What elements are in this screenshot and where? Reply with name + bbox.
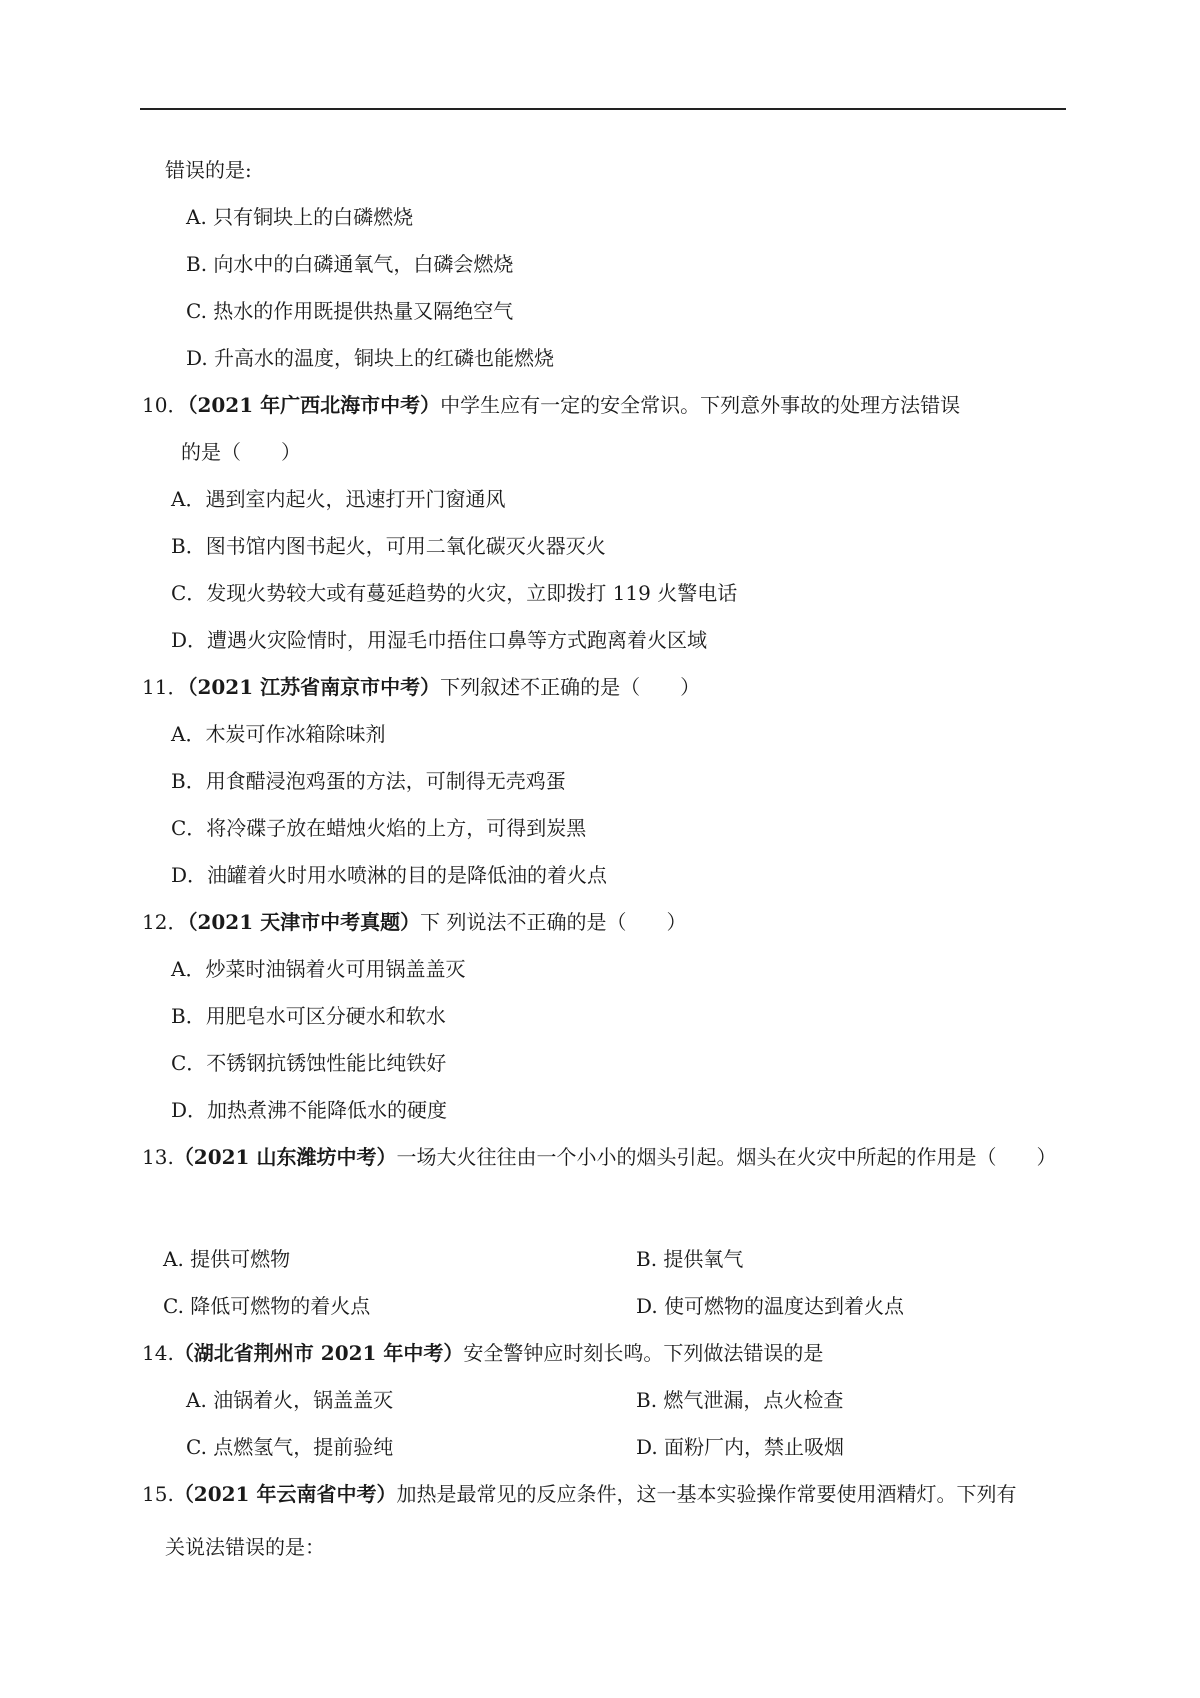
q10-source: （2021 年广西北海市中考） [187,393,441,417]
q13-option-c: C. 降低可燃物的着火点 [163,1294,371,1318]
q11-source: （2021 江苏省南京市中考） [187,675,441,699]
q10-stem-text: 中学生应有一定的安全常识。下列意外事故的处理方法错误 [440,393,961,417]
q14-source: （湖北省荆州市 2021 年中考） [173,1341,464,1365]
q12-option-b: B．用肥皂水可区分硬水和软水 [171,1004,446,1028]
q14-stem [142,1339,823,1367]
q13-number: 13. [142,1145,174,1169]
q13-option-d: D. 使可燃物的温度达到着火点 [636,1294,905,1318]
q9-stem-continuation: 错误的是: [165,158,252,182]
q15-stem-text: 加热是最常见的反应条件，这一基本实验操作常要使用酒精灯。下列有 [396,1482,1017,1506]
q12-stem-text: 下 列说法不正确的是（ ） [420,910,687,934]
q10-option-a: A．遇到室内起火，迅速打开门窗通风 [171,487,506,511]
q10-stem-continuation: 的是（ ） [181,440,301,464]
q9-option-b: B. 向水中的白磷通氧气，白磷会燃烧 [186,252,514,276]
q11-stem [142,673,700,701]
q10-option-b: B．图书馆内图书起火，可用二氧化碳灭火器灭火 [171,534,606,558]
q14-stem-text: 安全警钟应时刻长鸣。下列做法错误的是 [463,1341,824,1365]
q11-option-b: B．用食醋浸泡鸡蛋的方法，可制得无壳鸡蛋 [171,769,566,793]
q9-option-c: C. 热水的作用既提供热量又隔绝空气 [186,299,514,323]
q14-option-a: A. 油锅着火，锅盖盖灭 [186,1388,394,1412]
q15-stem [142,1480,1016,1508]
q12-option-c: C．不锈钢抗锈蚀性能比纯铁好 [171,1051,447,1075]
q14-option-b: B. 燃气泄漏，点火检查 [636,1388,844,1412]
q13-option-b: B. 提供氧气 [636,1247,744,1271]
q13-stem-text: 一场大火往往由一个小小的烟头引起。烟头在火灾中所起的作用是（ ） [396,1145,1057,1169]
q15-stem-continuation: 关说法错误的是： [165,1535,325,1559]
q15-number: 15. [142,1482,174,1506]
q11-stem-text: 下列叙述不正确的是（ ） [440,675,701,699]
header-rule [140,108,1066,110]
q10-option-d: D．遭遇火灾险情时，用湿毛巾捂住口鼻等方式跑离着火区域 [171,628,708,652]
q12-number: 12． [142,910,188,934]
q10-option-c: C．发现火势较大或有蔓延趋势的火灾，立即拨打 119 火警电话 [171,581,738,605]
q12-source: （2021 天津市中考真题） [187,910,421,934]
q12-stem [142,908,686,936]
q14-number: 14. [142,1341,174,1365]
q13-source: （2021 山东潍坊中考） [173,1145,397,1169]
q11-option-a: A．木炭可作冰箱除味剂 [171,722,386,746]
q14-option-c: C. 点燃氢气，提前验纯 [186,1435,394,1459]
q10-stem [142,391,960,419]
q13-option-a: A. 提供可燃物 [163,1247,291,1271]
q9-option-a: A. 只有铜块上的白磷燃烧 [186,205,414,229]
q12-option-a: A．炒菜时油锅着火可用锅盖盖灭 [171,957,466,981]
q9-option-d: D. 升高水的温度，铜块上的红磷也能燃烧 [186,346,555,370]
q10-number: 10． [142,393,188,417]
q15-source: （2021 年云南省中考） [173,1482,397,1506]
q13-stem [142,1143,1056,1171]
q12-option-d: D．加热煮沸不能降低水的硬度 [171,1098,448,1122]
q11-option-c: C．将冷碟子放在蜡烛火焰的上方，可得到炭黑 [171,816,587,840]
q14-option-d: D. 面粉厂内，禁止吸烟 [636,1435,845,1459]
q11-option-d: D．油罐着火时用水喷淋的目的是降低油的着火点 [171,863,608,887]
q11-number: 11． [142,675,188,699]
